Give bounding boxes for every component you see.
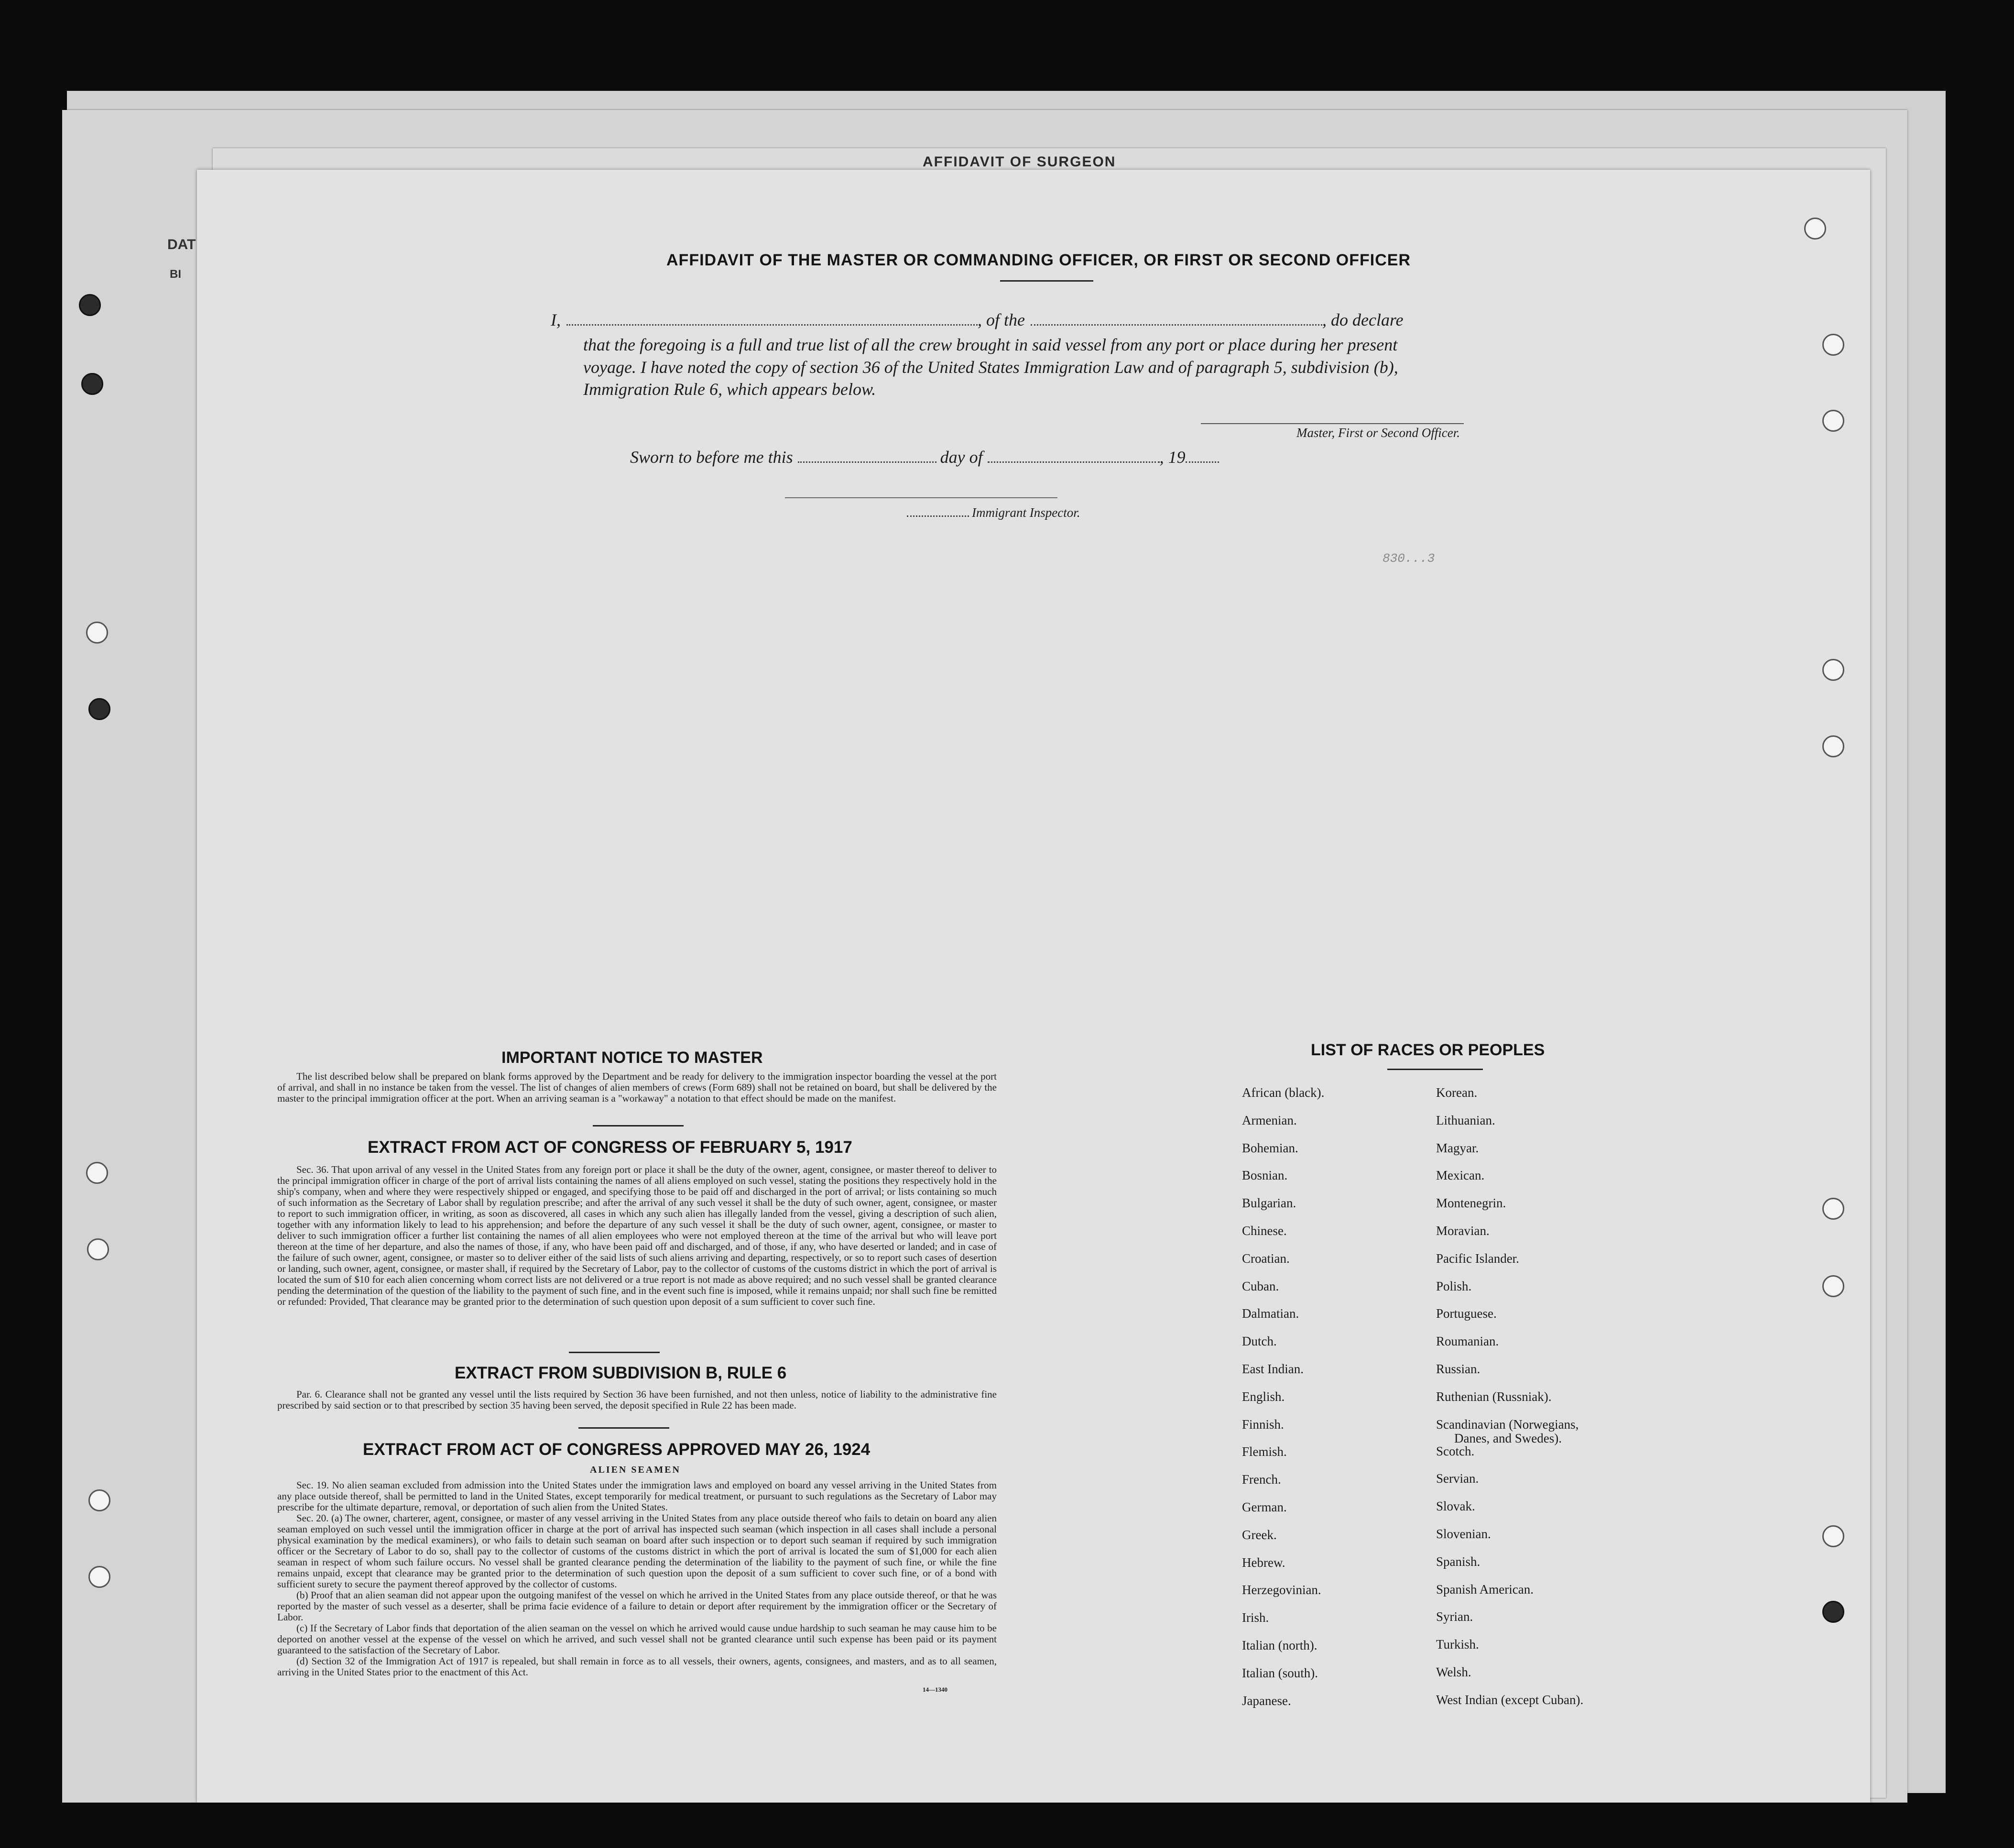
- race-item: Polish.: [1436, 1279, 1472, 1293]
- binder-hole: [1822, 735, 1844, 757]
- race-item: Magyar.: [1436, 1140, 1479, 1155]
- divider: [1387, 1069, 1483, 1070]
- alien-seamen-subheading: ALIEN SEAMEN: [590, 1465, 681, 1475]
- binder-hole: [79, 294, 101, 316]
- race-item: Korean.: [1436, 1085, 1478, 1100]
- race-item: Hebrew.: [1242, 1555, 1285, 1570]
- race-item: Dalmatian.: [1242, 1306, 1299, 1321]
- section-36-paragraph: Sec. 36. That upon arrival of any vessel in the United States from any foreign port or place it shall be the duty of the owner, agent, consignee, or master thereof to deliver to the principal immigration officer in charge of the port of arrival lists containing the names of all aliens employed on such vessel, stating the positions they respectively hold in the ship's company, when and where they were respectively shipped or engaged, and specifying those to be paid off and discharged in the port of arrival; or lists containing so much of such information as the Secretary of Labor shall by regulation prescribe; and after the arrival of any such vessel it shall be the duty of such owner, agent, consignee, or master to report to such immigration officer, in writing, as soon as discovered, all cases in which any such alien has illegally landed from the vessel, giving a description of such alien, together with any information likely to lead to his apprehension; and before the departure of any such vessel it shall be the duty of such owner, agent, consignee, or master to deliver to such immigration officer a further list containing the names of all alien employees who were not employed thereon at the time of the arrival but who will leave port thereon at the time of her departure, and also the names of those, if any, who have been paid off and discharged, and of those, if any, who have deserted or landed; and in case of the failure of such owner, agent, consignee, or master so to deliver either of the said lists of such aliens arriving and departing, respectively, or so to report such cases of desertion or landing, such owner, agent, consignee, or master shall, if required by the Secretary of Labor, pay to the collector of customs of the customs district in which the port of arrival is located the sum of $10 for each alien concerning whom correct lists are not delivered or a true report is not made as above required; and no such vessel shall be granted clearance pending the determination of the question of the liability to the payment of such fine, and in the event such fine is imposed, while it remains unpaid; nor shall such fine be remitted or refunded: Provided, That clearance may be granted prior to the determination of such question upon deposit of a sum sufficient to cover such fine.: [277, 1164, 997, 1307]
- race-item: Ruthenian (Russniak).: [1436, 1389, 1552, 1404]
- divider: [1000, 280, 1093, 282]
- binder-hole: [81, 373, 103, 395]
- affidavit-heading: AFFIDAVIT OF THE MASTER OR COMMANDING OFFICER, OR FIRST OR SECOND OFFICER: [666, 251, 1411, 269]
- race-item: Italian (north).: [1242, 1638, 1317, 1652]
- notice-paragraph: The list described below shall be prepared on blank forms approved by the Department and be ready for delivery to the immigration inspector boarding the vessel at the port of arrival, and shall in no instance be taken from the vessel. The list of changes of alien members of crews (Form 689) shall not be retained on board, but shall be delivered by the master to the principal immigration officer at the port. When an arriving seaman is a "workaway" a notation to that effect should be made on the manifest.: [277, 1071, 997, 1104]
- race-item: Welsh.: [1436, 1665, 1471, 1679]
- binder-hole: [88, 1489, 110, 1511]
- race-item: Servian.: [1436, 1471, 1479, 1486]
- edge-text-bi: BI: [170, 268, 181, 281]
- race-item: Mexican.: [1436, 1168, 1485, 1183]
- race-item: Danes, and Swedes).: [1454, 1431, 1562, 1445]
- race-item: Moravian.: [1436, 1224, 1490, 1238]
- inspector-dots: [907, 514, 969, 517]
- binder-hole: [1822, 659, 1844, 681]
- binder-hole: [88, 1566, 110, 1588]
- binder-hole: [1804, 218, 1826, 240]
- binder-hole: [1822, 1601, 1844, 1623]
- divider: [593, 1125, 684, 1126]
- extract-1924-heading: EXTRACT FROM ACT OF CONGRESS APPROVED MAY 26, 1924: [363, 1440, 871, 1459]
- race-item: Scotch.: [1436, 1443, 1475, 1458]
- signature-line[interactable]: [1201, 423, 1464, 424]
- vessel-name-field[interactable]: [1031, 320, 1322, 326]
- binder-hole: [86, 622, 108, 644]
- day-field[interactable]: [798, 458, 936, 463]
- declaration-line-3: voyage. I have noted the copy of section 36 of the United States Immigration Law and of paragraph 5, subdivision (b),: [583, 358, 1398, 377]
- binder-hole: [1822, 410, 1844, 432]
- race-item: Italian (south).: [1242, 1665, 1318, 1680]
- declaration-line-2: that the foregoing is a full and true list of all the crew brought in said vessel from any port or place during her present: [583, 335, 1398, 354]
- section-19-paragraph: Sec. 19. No alien seaman excluded from admission into the United States under the immigration laws and employed on board any vessel arriving in the United States from any place outside thereof, shall be permitted to land in the United States, except temporarily for medical treatment, or pursuant to such regulations as the Secretary of Labor may prescribe for the ultimate departure, removal, or deportation of such alien from the United States.: [277, 1479, 997, 1513]
- section-20c-paragraph: (c) If the Secretary of Labor finds that deportation of the alien seaman on the vessel on which he arrived would cause undue hardship to such seaman he may cause him to be deported on another vessel at the expense of the vessel on which he arrived, and such vessel shall not be granted clearance until such expense has been paid or its payment guaranteed to the satisfaction of the Secretary of Labor.: [277, 1622, 997, 1656]
- race-item: Spanish.: [1436, 1554, 1481, 1569]
- inspector-caption: [907, 505, 1080, 520]
- form-number: 14—1340: [923, 1686, 947, 1693]
- binder-hole: [1822, 1198, 1844, 1220]
- race-item: Roumanian.: [1436, 1334, 1499, 1349]
- race-item: Slovak.: [1436, 1499, 1475, 1514]
- binder-hole: [1822, 334, 1844, 356]
- race-item: Irish.: [1242, 1610, 1269, 1625]
- divider: [578, 1427, 669, 1429]
- day-of-label: day of: [940, 448, 983, 467]
- race-item: Bulgarian.: [1242, 1196, 1296, 1211]
- binder-hole: [88, 698, 110, 720]
- race-item: Dutch.: [1242, 1334, 1277, 1349]
- race-item: Bosnian.: [1242, 1168, 1288, 1183]
- race-item: Lithuanian.: [1436, 1113, 1495, 1127]
- race-item: Spanish American.: [1436, 1582, 1534, 1596]
- binder-hole: [86, 1162, 108, 1184]
- race-item: Flemish.: [1242, 1444, 1287, 1459]
- background-sheet-title: AFFIDAVIT OF SURGEON: [923, 154, 1116, 170]
- notice-heading: IMPORTANT NOTICE TO MASTER: [501, 1049, 763, 1067]
- signature-caption: Master, First or Second Officer.: [1296, 426, 1460, 440]
- race-item: Montenegrin.: [1436, 1196, 1506, 1211]
- race-item: Turkish.: [1436, 1637, 1479, 1652]
- affidavit-sheet: [197, 170, 1870, 1803]
- race-item: Chinese.: [1242, 1224, 1287, 1238]
- race-item: Armenian.: [1242, 1113, 1297, 1127]
- declare-label: , do declare: [1322, 310, 1404, 329]
- vessel-label: , of the: [978, 310, 1025, 329]
- race-item: Herzegovinian.: [1242, 1583, 1321, 1597]
- section-20b-paragraph: (b) Proof that an alien seaman did not appear upon the outgoing manifest of the vessel on which he arrived in the United States from any place outside thereof, or that he was reported by the master of such vessel as a deserter, shall be prima facie evidence of a failure to detain or deport after requirement by the immigration officer or the Secretary of Labor.: [277, 1589, 997, 1623]
- inspector-caption-text: Immigrant Inspector.: [972, 505, 1080, 520]
- extract-1917-heading: EXTRACT FROM ACT OF CONGRESS OF FEBRUARY 5, 1917: [368, 1138, 852, 1157]
- declarant-label: I,: [551, 310, 561, 329]
- race-item: Scandinavian (Norwegians,: [1436, 1417, 1579, 1432]
- binder-hole: [1822, 1275, 1844, 1297]
- race-item: Bohemian.: [1242, 1140, 1298, 1155]
- race-item: Greek.: [1242, 1527, 1277, 1542]
- extract-1924-text: [277, 1480, 997, 1678]
- edge-text-dat: DAT: [167, 237, 196, 252]
- race-item: Finnish.: [1242, 1417, 1284, 1432]
- race-item: Syrian.: [1436, 1609, 1473, 1624]
- divider: [569, 1352, 660, 1353]
- section-20d-paragraph: (d) Section 32 of the Immigration Act of 1917 is repealed, but shall remain in force as to all vessels, their owners, agents, consignees, and masters, and as to all seamen, arriving in the United States prior to the enactment of this Act.: [277, 1655, 997, 1678]
- extract-rule6-heading: EXTRACT FROM SUBDIVISION B, RULE 6: [455, 1364, 787, 1382]
- race-item: Croatian.: [1242, 1251, 1290, 1266]
- race-item: French.: [1242, 1472, 1281, 1487]
- inspector-signature-line[interactable]: [785, 497, 1057, 498]
- binder-hole: [1822, 1525, 1844, 1547]
- race-item: West Indian (except Cuban).: [1436, 1692, 1584, 1707]
- race-item: Russian.: [1436, 1362, 1481, 1376]
- race-item: German.: [1242, 1500, 1287, 1514]
- sworn-line: [630, 447, 1219, 467]
- extract-rule6-text: [277, 1389, 997, 1411]
- race-item: Portuguese.: [1436, 1306, 1497, 1321]
- year-label: , 19: [1159, 448, 1186, 467]
- notice-text: [277, 1071, 997, 1104]
- races-heading: LIST OF RACES OR PEOPLES: [1311, 1041, 1545, 1059]
- declaration-line-4: Immigration Rule 6, which appears below.: [583, 380, 876, 399]
- race-item: Japanese.: [1242, 1693, 1291, 1708]
- race-item: African (black).: [1242, 1085, 1325, 1100]
- declarant-name-field[interactable]: [566, 320, 978, 326]
- race-item: East Indian.: [1242, 1362, 1304, 1376]
- month-field[interactable]: [988, 458, 1160, 463]
- year-field[interactable]: [1186, 458, 1219, 463]
- section-20a-paragraph: Sec. 20. (a) The owner, charterer, agent, consignee, or master of any vessel arriving in the United States from any place outside thereof who fails to detain on board any alien seaman employed on such vessel until the immigration officer in charge at the port of arrival has inspected such seaman (which inspection in all cases shall include a personal physical examination by the medical examiners), or who fails to detain such seaman on board after such inspection or to deport such seaman if required by such immigration officer or the Secretary of Labor to do so, shall pay to the collector of customs of the customs district in which the port of arrival is located the sum of $1,000 for each alien seaman in respect of whom such failure occurs. No vessel shall be granted clearance pending the determination of the liability to the payment of such fine, or while the fine remains unpaid, except that clearance may be granted prior to the determination of such question upon the deposit of a sum sufficient to cover such fine, or of a bond with sufficient surety to secure the payment thereof approved by the collector of customs.: [277, 1512, 997, 1590]
- extract-1917-text: [277, 1164, 997, 1307]
- race-item: Pacific Islander.: [1436, 1251, 1519, 1266]
- race-item: Cuban.: [1242, 1279, 1279, 1293]
- race-item: Slovenian.: [1436, 1527, 1491, 1541]
- sworn-label: Sworn to before me this: [630, 448, 793, 467]
- handwritten-note: 830...3: [1383, 551, 1435, 566]
- binder-hole: [87, 1238, 109, 1260]
- declaration-line-1: [551, 310, 1404, 330]
- race-item: English.: [1242, 1389, 1285, 1404]
- rule6-paragraph: Par. 6. Clearance shall not be granted any vessel until the lists required by Section 36 have been furnished, and not then unless, notice of liability to the administrative fine prescribed by said section or to that prescribed by section 35 having been served, the deposit specified in Rule 22 has been made.: [277, 1389, 997, 1411]
